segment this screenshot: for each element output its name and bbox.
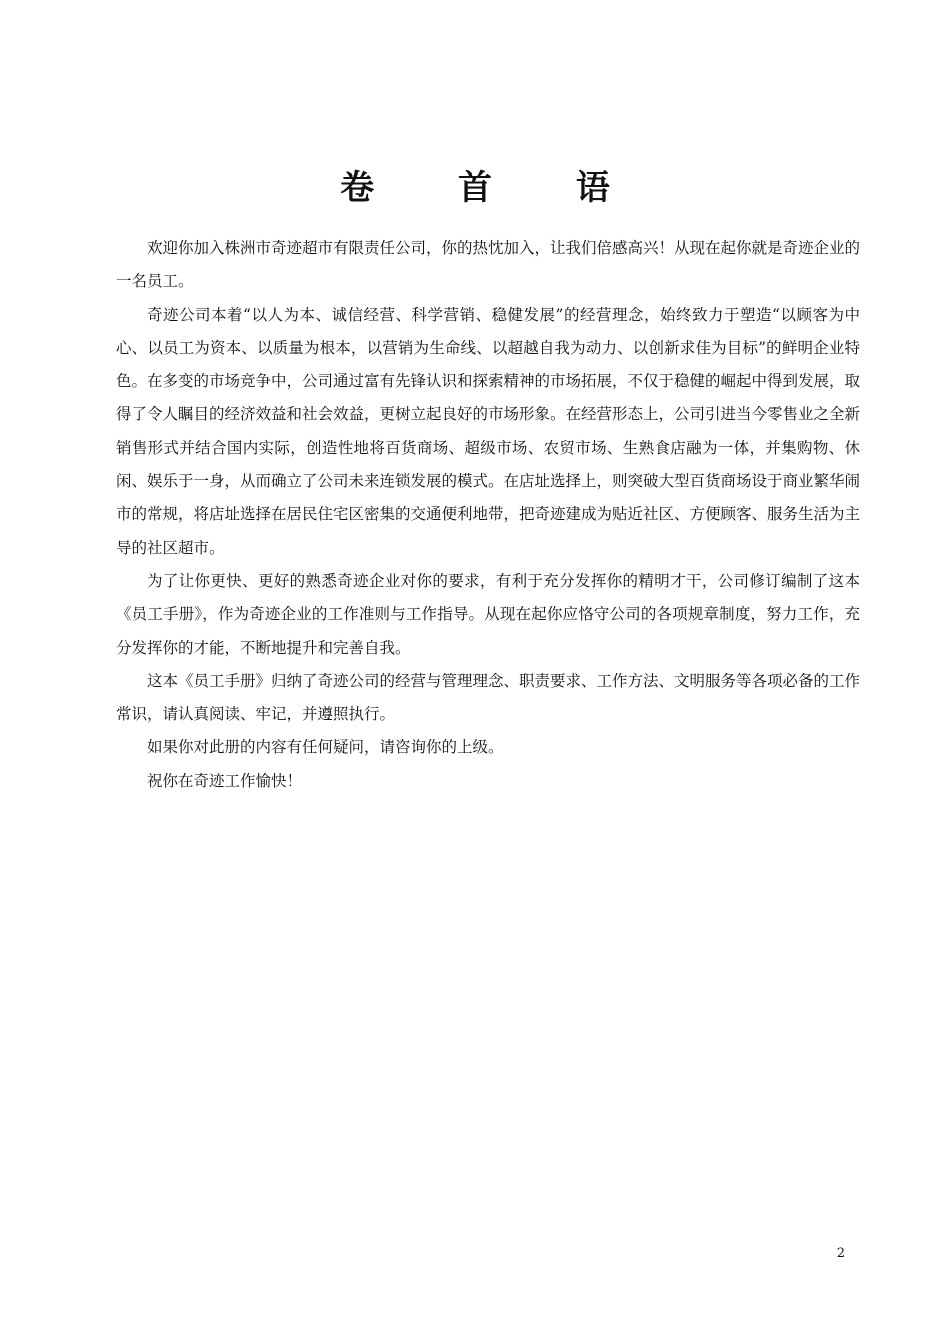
paragraph-questions: 如果你对此册的内容有任何疑问，请咨询你的上级。 [147, 738, 504, 757]
page-number: 2 [836, 1246, 845, 1261]
body-text [116, 232, 860, 798]
paragraph-closing: 祝你在奇迹工作愉快！ [147, 771, 303, 790]
page-title: 卷 首 语 [340, 168, 646, 208]
paragraph-company-philosophy: 奇迹公司本着“以人为本、诚信经营、科学营销、稳健发展”的经营理念，始终致力于塑造“以顾客为中心、以员工为资本、以质量为根本，以营销为生命线、以超越自我为动力、以创新求佳为目标”的鲜明企业特色。在多变的市场竞争中，公司通过富有先锋认识和探索精神的市场拓展，不仅于稳健的崛起中得到发展，取得了令人瞩目的经济效益和社会效益，更树立起良好的市场形象。在经营形态上，公司引进当今零售业之全新销售形式并结合国内实际，创造性地将百货商场、超级市场、农贸市场、生熟食店融为一体，并集购物、休闲、娱乐于一身，从而确立了公司未来连锁发展的模式。在店址选择上，则突破大型百货商场设于商业繁华闹市的常规，将店址选择在居民住宅区密集的交通便利地带，把奇迹建成为贴近社区、方便顾客、服务生活为主导的社区超市。 [116, 305, 861, 557]
paragraph-handbook-contents: 这本《员工手册》归纳了奇迹公司的经营与管理理念、职责要求、工作方法、文明服务等各项必备的工作常识，请认真阅读、牢记，并遵照执行。 [116, 671, 861, 724]
paragraph-handbook-purpose: 为了让你更快、更好的熟悉奇迹企业对你的要求，有利于充分发挥你的精明才干，公司修订编制了这本《员工手册》，作为奇迹企业的工作准则与工作指导。从现在起你应恪守公司的各项规章制度，努力工作，充分发挥你的才能，不断地提升和完善自我。 [116, 571, 860, 657]
paragraph-welcome: 欢迎你加入株洲市奇迹超市有限责任公司，你的热忱加入，让我们倍感高兴！从现在起你就是奇迹企业的一名员工。 [116, 239, 861, 291]
